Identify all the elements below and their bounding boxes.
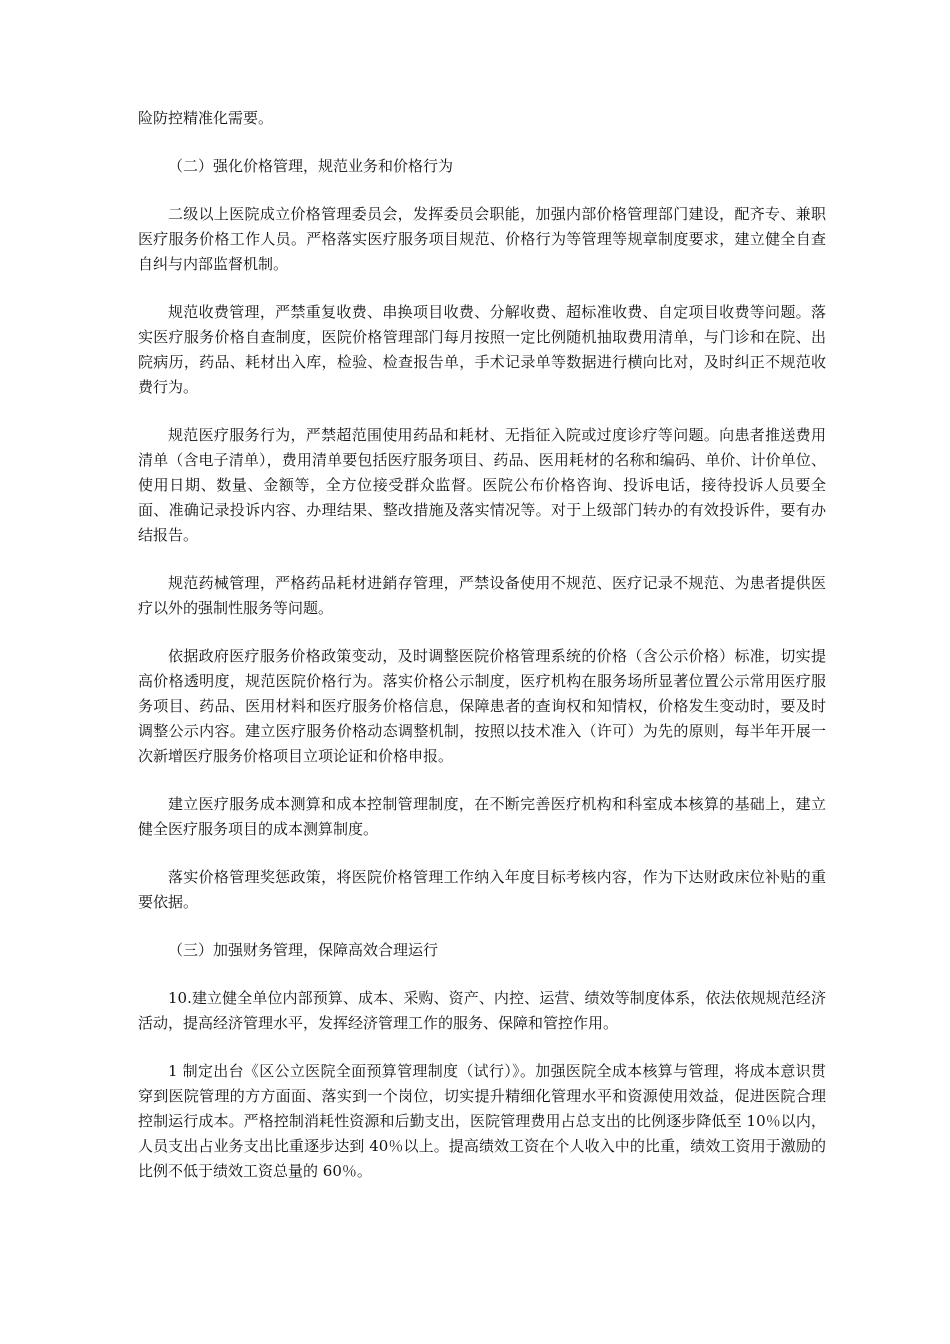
paragraph-service-behavior: 规范医疗服务行为，严禁超范围使用药品和耗材、无指征入院或过度诊疗等问题。向患者推送费用清单（含电子清单），费用清单要包括医疗服务项目、药品、医用耗材的名称和编码、单价、计价单位、使用日期、数量、金额等，全方位接受群众监督。医院公布价格咨询、投诉电话，接待投诉人员要全面、准确记录投诉内容、办理结果、整改措施及落实情况等。对于上级部门转办的有效投诉件，要有办结报告。: [138, 426, 826, 544]
paragraph-item-10: 10.建立健全单位内部预算、成本、采购、资产、内控、运营、绩效等制度体系，依法依规规范经济活动，提高经济管理水平，发挥经济管理工作的服务、保障和管控作用。: [138, 989, 826, 1032]
paragraph-budget-system: 1 制定出台《区公立医院全面预算管理制度（试行）》。加强医院全成本核算与管理，将成本意识贯穿到医院管理的方方面面、落实到一个岗位，切实提升精细化管理水平和资源使用效益，促进医院合理控制运行成本。严格控制消耗性资源和后勤支出，医院管理费用占总支出的比例逐步降低至 10％以内，人员支出占业务支出比重逐步达到 40％以上。提高绩效工资在个人收入中的比重，绩效工资用于激励的比例不低于绩效工资总量的 60％。: [138, 1062, 826, 1180]
paragraph-reward-penalty: 落实价格管理奖惩政策，将医院价格管理工作纳入年度目标考核内容，作为下达财政床位补贴的重要依据。: [138, 868, 826, 911]
paragraph-drug-device-management: 规范药械管理，严格药品耗材进銷存管理，严禁设备使用不规范、医疗记录不规范、为患者提供医疗以外的强制性服务等问题。: [138, 574, 826, 617]
paragraph-continuation: 险防控精准化需要。: [138, 109, 274, 127]
paragraph-price-committee: 二级以上医院成立价格管理委员会，发挥委员会职能，加强内部价格管理部门建设，配齐专、兼职医疗服务价格工作人员。严格落实医疗服务项目规范、价格行为等管理等规章制度要求，建立健全自查自纠与内部监督机制。: [138, 205, 826, 273]
paragraph-fee-management: 规范收费管理，严禁重复收费、串换项目收费、分解收费、超标准收费、自定项目收费等问题。落实医疗服务价格自查制度，医院价格管理部门每月按照一定比例随机抽取费用清单，与门诊和在院、出院病历，药品、耗材出入库，检验、检查报告单，手术记录单等数据进行横向比对，及时纠正不规范收费行为。: [138, 303, 826, 396]
paragraph-cost-measurement: 建立医疗服务成本测算和成本控制管理制度，在不断完善医疗机构和科室成本核算的基础上，建立健全医疗服务项目的成本测算制度。: [138, 795, 826, 838]
section-heading-3: （三）加强财务管理，保障高效合理运行: [168, 941, 439, 959]
paragraph-price-policy: 依据政府医疗服务价格政策变动，及时调整医院价格管理系统的价格（含公示价格）标准，切实提高价格透明度，规范医院价格行为。落实价格公示制度，医疗机构在服务场所显著位置公示常用医疗服务项目、药品、医用材料和医疗服务价格信息，保障患者的查询权和知情权，价格发生变动时，要及时调整公示内容。建立医疗服务价格动态调整机制，按照以技术准入（许可）为先的原则，每半年开展一次新增医疗服务价格项目立项论证和价格申报。: [138, 647, 826, 765]
section-heading-2: （二）强化价格管理，规范业务和价格行为: [168, 157, 454, 175]
document-page: [138, 106, 826, 1184]
